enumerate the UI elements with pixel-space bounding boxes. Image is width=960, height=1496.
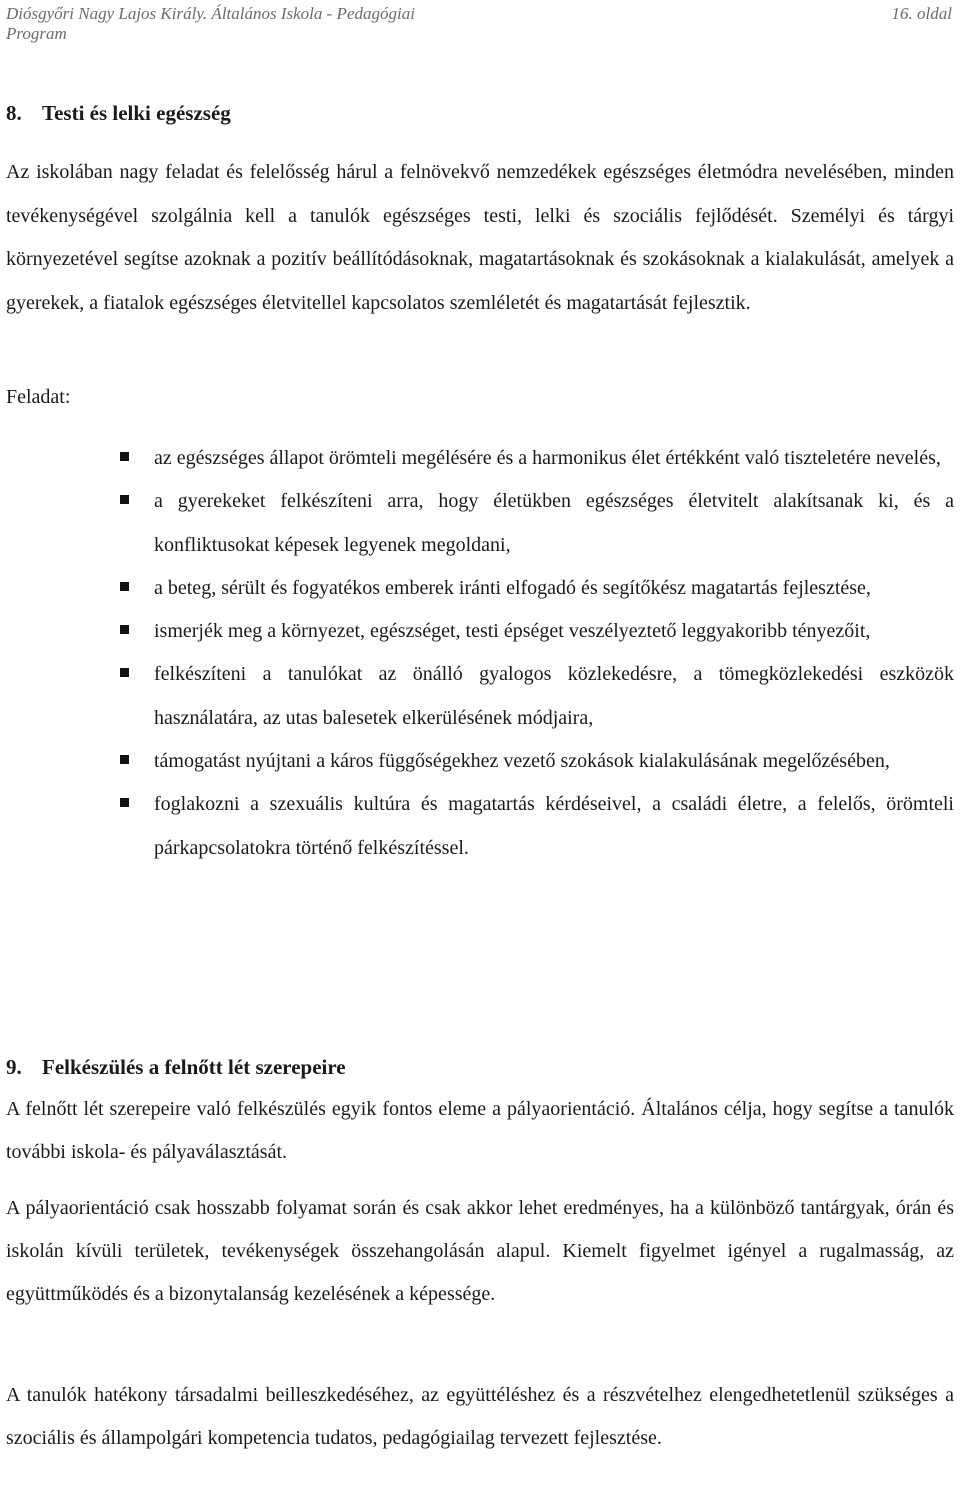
section-9-paragraph-3: A tanulók hatékony társadalmi beilleszkedéséhez, az együttéléshez és a részvételhez elengedhetetlenül szükséges a szociális és állampolgári kompetencia tudatos, pedagógiailag tervezett fejlesztése. — [6, 1384, 954, 1449]
square-bullet-icon — [120, 495, 129, 504]
section-9-title: Felkészülés a felnőtt lét szerepeire — [42, 1055, 346, 1079]
list-item — [6, 567, 954, 610]
list-item-text: felkészíteni a tanulókat az önálló gyalogos közlekedésre, a tömegközlekedési eszközök használatára, az utas balesetek elkerülésének módjaira, — [154, 663, 954, 729]
square-bullet-icon — [120, 625, 129, 634]
list-item — [6, 480, 954, 567]
section-8-title: Testi és lelki egészség — [42, 101, 231, 125]
list-item-text: a gyerekeket felkészíteni arra, hogy életükben egészséges életvitelt alakítsanak ki, és a konfliktusokat képesek legyenek megoldani, — [154, 490, 954, 556]
section-8-paragraph: Az iskolában nagy feladat és felelősség hárul a felnövekvő nemzedékek egészséges életmódra nevelésében, minden tevékenységével szolgálnia kell a tanulók egészséges testi, lelki és szociális fejlődését. Személyi és tárgyi környezetével segítse azoknak a pozitív beállítódásoknak, magatartásoknak és szokásoknak a kialakulását, amelyek a gyerekek, a fiatalok egészséges életvitellel kapcsolatos szemléletét és magatartását fejlesztik. — [6, 161, 954, 314]
page-header — [6, 4, 954, 44]
list-item — [6, 653, 954, 740]
list-item-text: támogatást nyújtani a káros függőségekhez vezető szokások kialakulásának megelőzésében, — [154, 750, 890, 773]
task-list — [6, 437, 954, 870]
square-bullet-icon — [120, 582, 129, 591]
square-bullet-icon — [120, 755, 129, 764]
header-document-title: Diósgyőri Nagy Lajos Király. Általános Iskola - Pedagógiai Program — [6, 4, 415, 43]
section-8-number: 8. — [6, 101, 22, 125]
list-item-text: foglakozni a szexuális kultúra és magatartás kérdéseivel, a családi életre, a felelős, örömteli párkapcsolatokra történő felkészítéssel. — [154, 793, 954, 859]
list-item — [6, 783, 954, 870]
list-item — [6, 610, 954, 653]
section-9-paragraph-1: A felnőtt lét szerepeire való felkészülés egyik fontos eleme a pályaorientáció. Általános célja, hogy segítse a tanulók további iskola- és pályaválasztását. — [6, 1098, 954, 1163]
square-bullet-icon — [120, 798, 129, 807]
section-9-heading — [6, 1054, 954, 1080]
feladat-label: Feladat: — [6, 386, 71, 408]
list-item-text: a beteg, sérült és fogyatékos emberek iránti elfogadó és segítőkész magatartás fejlesztése, — [154, 576, 871, 599]
section-9-number: 9. — [6, 1055, 22, 1079]
header-page-number: 16. oldal — [891, 4, 952, 23]
list-item-text: az egészséges állapot örömteli megélésére és a harmonikus élet értékként való tiszteletére nevelés, — [154, 447, 941, 469]
section-8-heading — [6, 100, 954, 126]
list-item — [6, 437, 954, 480]
square-bullet-icon — [120, 668, 129, 677]
list-item — [6, 740, 954, 783]
section-9-paragraph-2: A pályaorientáció csak hosszabb folyamat során és csak akkor lehet eredményes, ha a különböző tantárgyak, órán és iskolán kívüli területek, tevékenységek összehangolásán alapul. Kiemelt figyelmet igényel a rugalmasság, az együttműködés és a bizonytalanság kezelésének a képessége. — [6, 1197, 954, 1305]
square-bullet-icon — [120, 452, 129, 461]
list-item-text: ismerjék meg a környezet, egészséget, testi épséget veszélyeztető leggyakoribb tényezőit, — [154, 620, 871, 643]
